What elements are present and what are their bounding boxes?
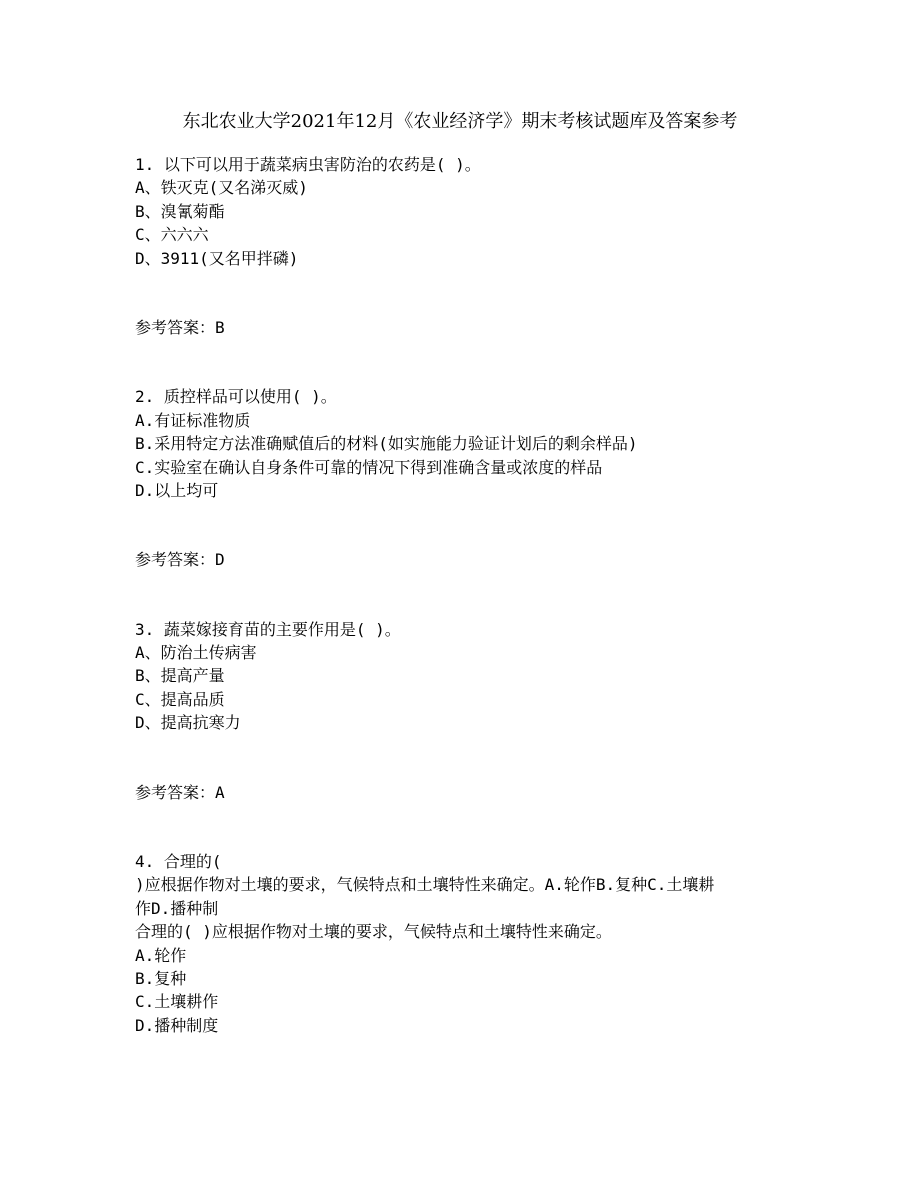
spacer bbox=[135, 502, 795, 548]
question-3 bbox=[135, 618, 795, 850]
spacer bbox=[135, 804, 795, 850]
question-4-option-a: A.轮作 bbox=[135, 945, 187, 965]
question-4-option-c: C.土壤耕作 bbox=[135, 992, 219, 1012]
spacer bbox=[135, 339, 795, 385]
question-1-option-c: C、六六六 bbox=[135, 225, 209, 245]
question-4-stem-line-3: 作D.播种制 bbox=[135, 898, 219, 918]
document-title: 东北农业大学2021年12月《农业经济学》期末考核试题库及答案参考 bbox=[182, 111, 738, 132]
question-1-option-b: B、溴氰菊酯 bbox=[135, 201, 225, 221]
question-1-stem: 1. 以下可以用于蔬菜病虫害防治的农药是( )。 bbox=[135, 155, 481, 174]
question-4-stem-line-1: 4. 合理的( bbox=[135, 852, 222, 872]
question-4-stem-repeat: 合理的( )应根据作物对土壤的要求，气候特点和土壤特性来确定。 bbox=[135, 922, 612, 942]
question-4-option-d: D.播种制度 bbox=[135, 1015, 219, 1035]
question-1 bbox=[135, 153, 795, 385]
question-3-option-a: A、防治土传病害 bbox=[135, 643, 257, 663]
question-4-stem-line-2: )应根据作物对土壤的要求，气候特点和土壤特性来确定。A.轮作B.复种C.土壤耕 bbox=[135, 875, 715, 895]
spacer bbox=[135, 270, 795, 316]
question-2-answer: 参考答案：D bbox=[135, 550, 225, 570]
question-2-option-d: D.以上均可 bbox=[135, 480, 219, 500]
question-4 bbox=[135, 850, 795, 1037]
question-2 bbox=[135, 385, 795, 617]
question-2-option-c: C.实验室在确认自身条件可靠的情况下得到准确含量或浓度的样品 bbox=[135, 457, 603, 477]
question-2-stem: 2. 质控样品可以使用( )。 bbox=[135, 387, 337, 407]
question-3-option-b: B、提高产量 bbox=[135, 666, 225, 686]
question-1-answer: 参考答案：B bbox=[135, 317, 225, 337]
question-3-option-d: D、提高抗寒力 bbox=[135, 713, 241, 733]
question-2-option-a: A.有证标准物质 bbox=[135, 410, 251, 430]
question-2-option-b: B.采用特定方法准确赋值后的材料(如实施能力验证计划后的剩余样品) bbox=[135, 434, 638, 454]
question-1-option-a: A、铁灭克(又名涕灭威) bbox=[135, 178, 308, 198]
question-list bbox=[135, 153, 795, 1037]
question-3-stem: 3. 蔬菜嫁接育苗的主要作用是( )。 bbox=[135, 619, 401, 639]
question-3-option-c: C、提高品质 bbox=[135, 689, 225, 709]
question-4-option-b: B.复种 bbox=[135, 968, 187, 988]
question-3-answer: 参考答案：A bbox=[135, 782, 225, 802]
spacer bbox=[135, 735, 795, 781]
spacer bbox=[135, 572, 795, 618]
question-1-option-d: D、3911(又名甲拌磷) bbox=[135, 248, 299, 268]
